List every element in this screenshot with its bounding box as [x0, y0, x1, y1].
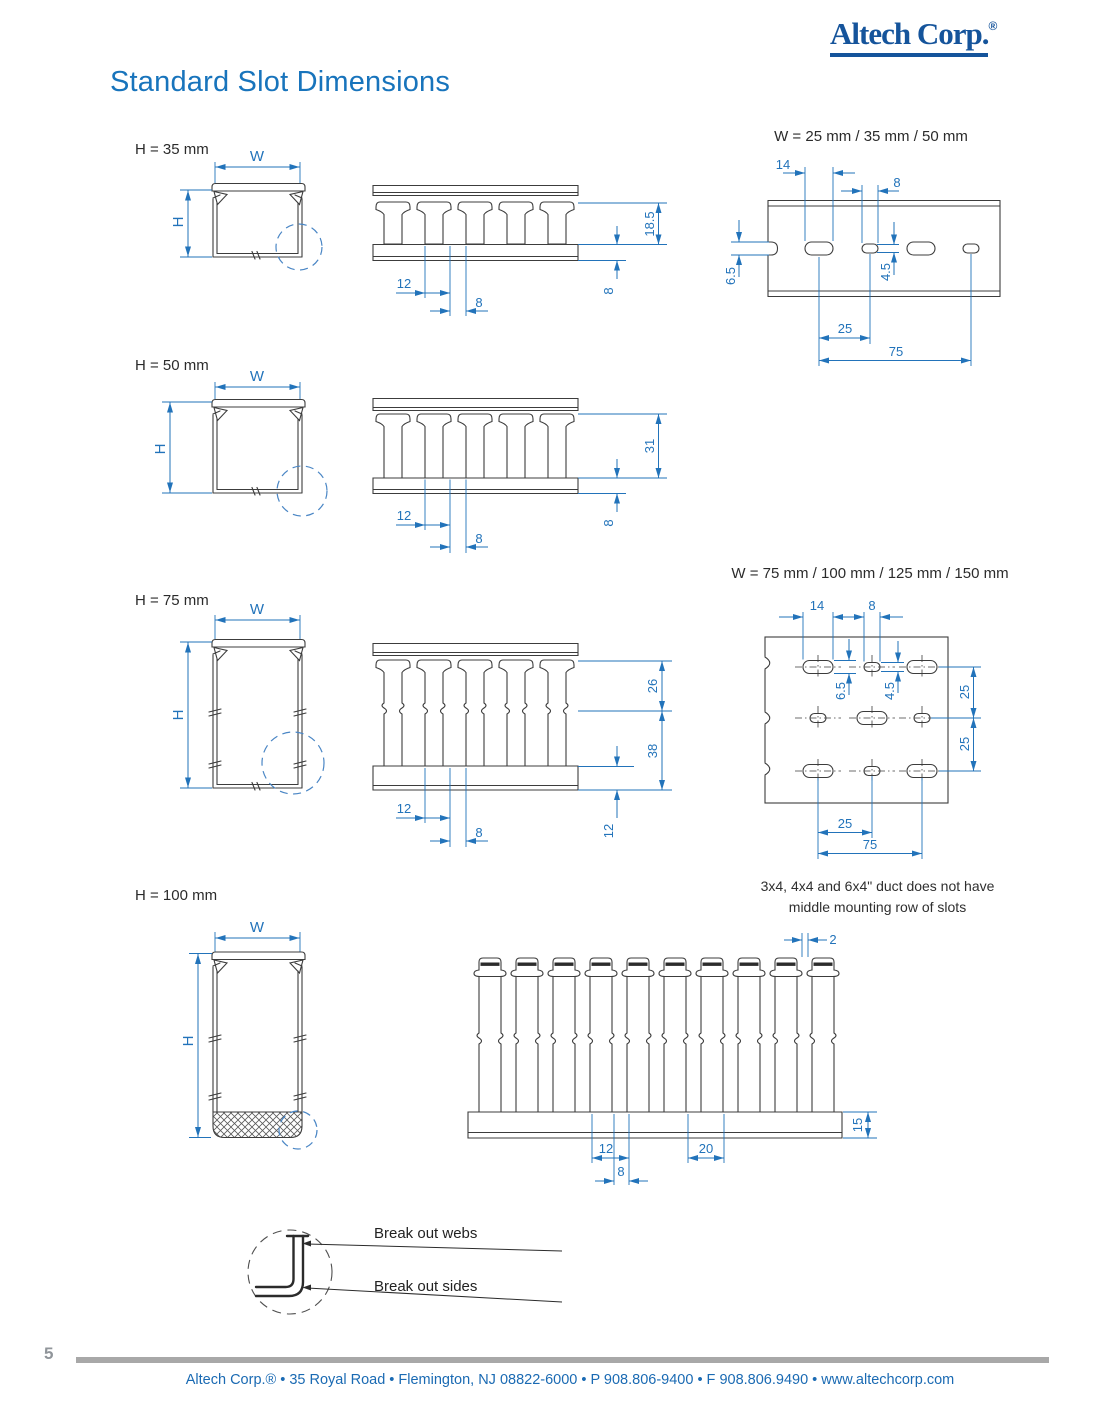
slot-pattern-small-title: W = 25 mm / 35 mm / 50 mm	[774, 128, 968, 145]
side-view-h100-drawing	[450, 920, 890, 1192]
breakout-sides-label: Break out sides	[374, 1278, 478, 1295]
footer-contact-line: Altech Corp.® • 35 Royal Road • Flemington, NJ 08822-6000 • P 908.806-9400 • F 908.806.9490 • www.altechcorp.com	[185, 1372, 955, 1388]
dim-slot: 8	[475, 531, 483, 546]
detail-circle	[276, 224, 322, 270]
slot-pattern-large-drawing	[730, 555, 1015, 875]
duct-outline	[209, 640, 306, 791]
dimensions	[152, 368, 300, 493]
duct-profile	[373, 644, 578, 791]
cross-section-h35-drawing	[160, 140, 345, 285]
side-view-h75-drawing	[360, 625, 690, 853]
dim-short-slot: 8	[868, 598, 876, 613]
dim-pitch: 12	[598, 1141, 614, 1156]
strip-outline	[768, 201, 1000, 297]
dim-base: 8	[601, 519, 616, 527]
section-label-h100: H = 100 mm	[135, 887, 218, 904]
duct-profile	[468, 958, 842, 1138]
dim-wide-slot: 20	[698, 1141, 714, 1156]
width-label: W	[249, 919, 265, 936]
panel-outline	[763, 637, 948, 803]
dim-spacing: 25	[837, 816, 853, 831]
duct-fingers	[474, 958, 839, 1112]
note-line-2: middle mounting row of slots	[788, 899, 967, 915]
note-line-1: 3x4, 4x4 and 6x4" duct does not have	[760, 878, 995, 894]
duct-profile	[373, 399, 578, 494]
logo-registered-mark: ®	[988, 19, 998, 33]
dim-slot: 8	[617, 1164, 625, 1179]
page-number: 5	[44, 1344, 54, 1363]
dim-upper: 26	[645, 678, 660, 694]
dim-row-gap-1: 25	[957, 684, 972, 700]
height-label: H	[170, 709, 187, 721]
dim-base: 12	[601, 823, 616, 839]
slot-pattern-small-drawing	[690, 120, 1030, 385]
logo	[830, 16, 1070, 57]
dim-row-gap-2: 25	[957, 736, 972, 752]
width-label: W	[249, 368, 265, 385]
cross-section-h100-drawing	[150, 880, 350, 1172]
dim-pitch: 12	[396, 276, 412, 291]
dim-spacing: 25	[837, 321, 853, 336]
dim-short-slot-height: 4.5	[878, 262, 893, 282]
slot-pattern-note	[740, 876, 1015, 918]
dim-slot: 8	[475, 295, 483, 310]
width-label: W	[249, 601, 265, 618]
side-view-h35-drawing	[360, 170, 690, 325]
dim-base: 8	[601, 287, 616, 295]
dim-long-slot: 14	[775, 157, 791, 172]
dim-short-slot: 8	[893, 175, 901, 190]
duct-teeth	[376, 202, 574, 244]
section-label-h75: H = 75 mm	[135, 592, 209, 609]
footer-divider-bar	[76, 1357, 1049, 1363]
corner-detail	[256, 1236, 311, 1296]
dimensions	[723, 157, 971, 366]
dim-pitch: 12	[396, 801, 412, 816]
dim-slot: 8	[475, 825, 483, 840]
width-label: W	[249, 148, 265, 165]
dim-tip: 2	[829, 932, 837, 947]
dim-span: 75	[888, 344, 904, 359]
section-label-h50: H = 50 mm	[135, 357, 209, 374]
dim-long-slot: 14	[809, 598, 825, 613]
duct-outline	[212, 184, 305, 260]
dim-short-slot-height: 4.5	[882, 681, 897, 701]
dimensions	[170, 601, 300, 788]
duct-profile	[373, 186, 578, 261]
duct-teeth	[376, 660, 574, 766]
dim-long-slot-height: 6.5	[723, 266, 738, 286]
height-label: H	[152, 443, 169, 455]
dim-base: 15	[850, 1117, 865, 1133]
dim-span: 75	[862, 837, 878, 852]
dim-long-slot-height: 6.5	[833, 681, 848, 701]
page-title: Standard Slot Dimensions	[110, 66, 451, 98]
cross-section-h75-drawing	[150, 585, 350, 820]
dim-pitch: 12	[396, 508, 412, 523]
hatched-base	[213, 1112, 302, 1138]
logo-text: Altech Corp.	[830, 16, 988, 57]
dimensions	[170, 148, 300, 257]
dim-depth: 18.5	[642, 211, 657, 237]
duct-teeth	[376, 414, 574, 478]
duct-outline	[212, 400, 305, 496]
side-view-h50-drawing	[360, 385, 690, 557]
height-label: H	[170, 216, 187, 228]
cross-section-h50-drawing	[150, 350, 345, 550]
height-label: H	[180, 1035, 197, 1047]
detail-circle	[248, 1230, 332, 1314]
dim-depth: 31	[642, 438, 657, 454]
breakout-webs-label: Break out webs	[374, 1225, 478, 1242]
duct-outline	[209, 952, 306, 1138]
slot-pattern-large-title: W = 75 mm / 100 mm / 125 mm / 150 mm	[731, 565, 1009, 582]
section-label-h35: H = 35 mm	[135, 141, 209, 158]
dim-lower: 38	[645, 743, 660, 759]
